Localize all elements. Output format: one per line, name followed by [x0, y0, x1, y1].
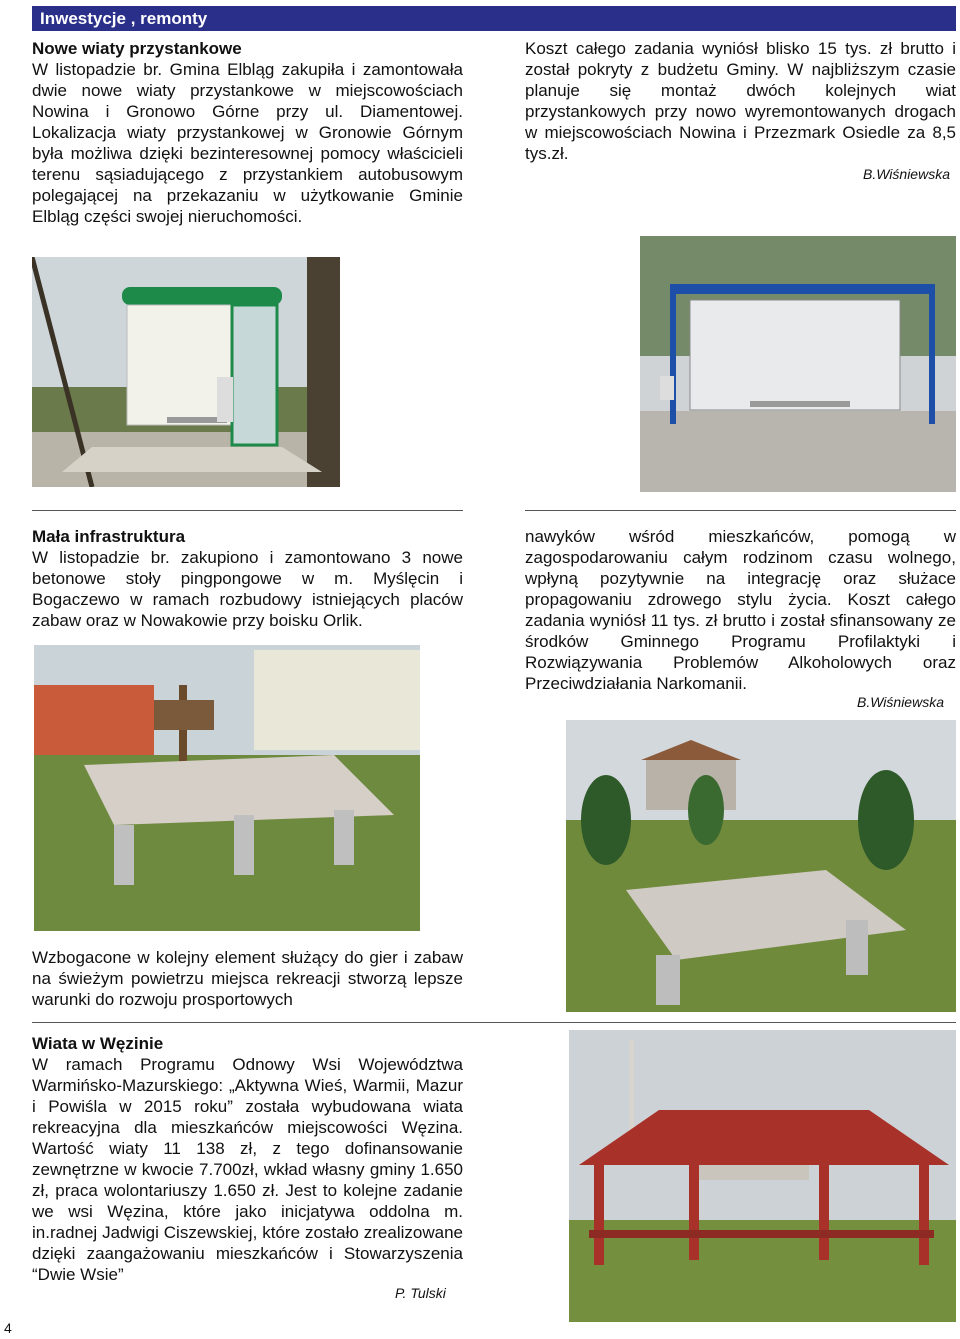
section1-author: B.Wiśniewska — [862, 166, 950, 182]
section1-text-right: Koszt całego zadania wyniósł blisko 15 tys. zł brutto i został pokryty z budżetu Gminy. W najbliższym czasie planuje się montaż dwóch kolejnych wiat przystankowych przy nowo wyremontowanych drogach w miejscowościach Nowina i Przezmark Osiedle za 8,5 tys.zł. — [525, 39, 956, 163]
section2-text-left: W listopadzie br. zakupiono i zamontowano 3 nowe betonowe stoły pingpongowe w m. Myślęcin i Bogaczewo w ramach rozbudowy istniejących placów zabaw oraz w Nowakowie przy boisku Orlik. — [32, 548, 463, 630]
section1-right-column — [525, 38, 956, 164]
divider — [32, 1022, 956, 1023]
section1-text-left: W listopadzie br. Gmina Elbląg zakupiła i zamontowała dwie nowe wiaty przystankowe w miejscowościach Nowina i Gronowo Górne przy ul. Diamentowej. Lokalizacja wiaty przystankowej w Gronowie Górnym była możliwa dzięki bezinteresownej pomocy właścicieli terenu sąsiadującego z przystankiem autobusowym polegającej na przekazaniu w użytkowanie Gminie Elbląg części swojej nieruchomości. — [32, 60, 463, 226]
photo-pingpong-tables-village — [34, 645, 420, 931]
section2-mid-column — [32, 947, 463, 1010]
section2-title: Mała infrastruktura — [32, 527, 186, 546]
section2-right-column — [525, 526, 956, 694]
divider — [32, 510, 463, 511]
section2-text-right: nawyków wśród mieszkańców, pomogą w zagospodarowaniu całym rodzinom czasu wolnego, wpłyną pozytywnie na integrację oraz służace propagowaniu zdrowego stylu życia. Koszt całego zadania wyniósł 11 tys. zł brutto i został sfinansowany ze środków Gminnego Programu Profilaktyki i Rozwiązywania Problemów Alkoholowych oraz Przeciwdziałania Narkomanii. — [525, 527, 956, 693]
section3-title: Wiata w Węzinie — [32, 1034, 164, 1053]
section2-left-column — [32, 526, 463, 631]
photo-blue-bus-shelter — [640, 236, 956, 492]
page-number: 4 — [4, 1320, 12, 1336]
section2-author: B.Wiśniewska — [856, 694, 944, 710]
section-banner: Inwestycje , remonty — [32, 6, 956, 31]
section2-text-mid: Wzbogacone w kolejny element służący do gier i zabaw na świeżym powietrzu miejsca rekreacji stworzą lepsze warunki do rozwoju prosportowych — [32, 948, 463, 1009]
section1-left-column — [32, 38, 463, 227]
photo-wooden-pavilion — [569, 1030, 956, 1322]
section1-title: Nowe wiaty przystankowe — [32, 39, 242, 58]
section3-text: W ramach Programu Odnowy Wsi Województwa Warmińsko-Mazurskiego: „Aktywna Wieś, Warmii, Mazur i Powiśla w 2015 roku” została wybudowana wiata rekreacyjna dla mieszkańców miejscowości Węzina. Wartość wiaty 11 138 zł, z tego dofinansowanie zewnętrzne w kwocie 7.700zł, wkład własny gminy 1.650 zł, praca wolontariuszy 1.650 zł. Jest to kolejne zadanie we wsi Węzina, które jako inicjatywa oddolna m. in.radnej Jadwigi Ciszewskiej, które zostało zrealizowane dzięki zaangażowaniu mieszkańców i Stowarzyszenia “Dwie Wsie” — [32, 1055, 463, 1284]
photo-green-bus-shelter — [32, 257, 340, 487]
section3-author: P. Tulski — [395, 1285, 446, 1301]
section3-column — [32, 1033, 463, 1285]
photo-pingpong-table-field — [566, 720, 956, 1012]
divider — [525, 510, 956, 511]
